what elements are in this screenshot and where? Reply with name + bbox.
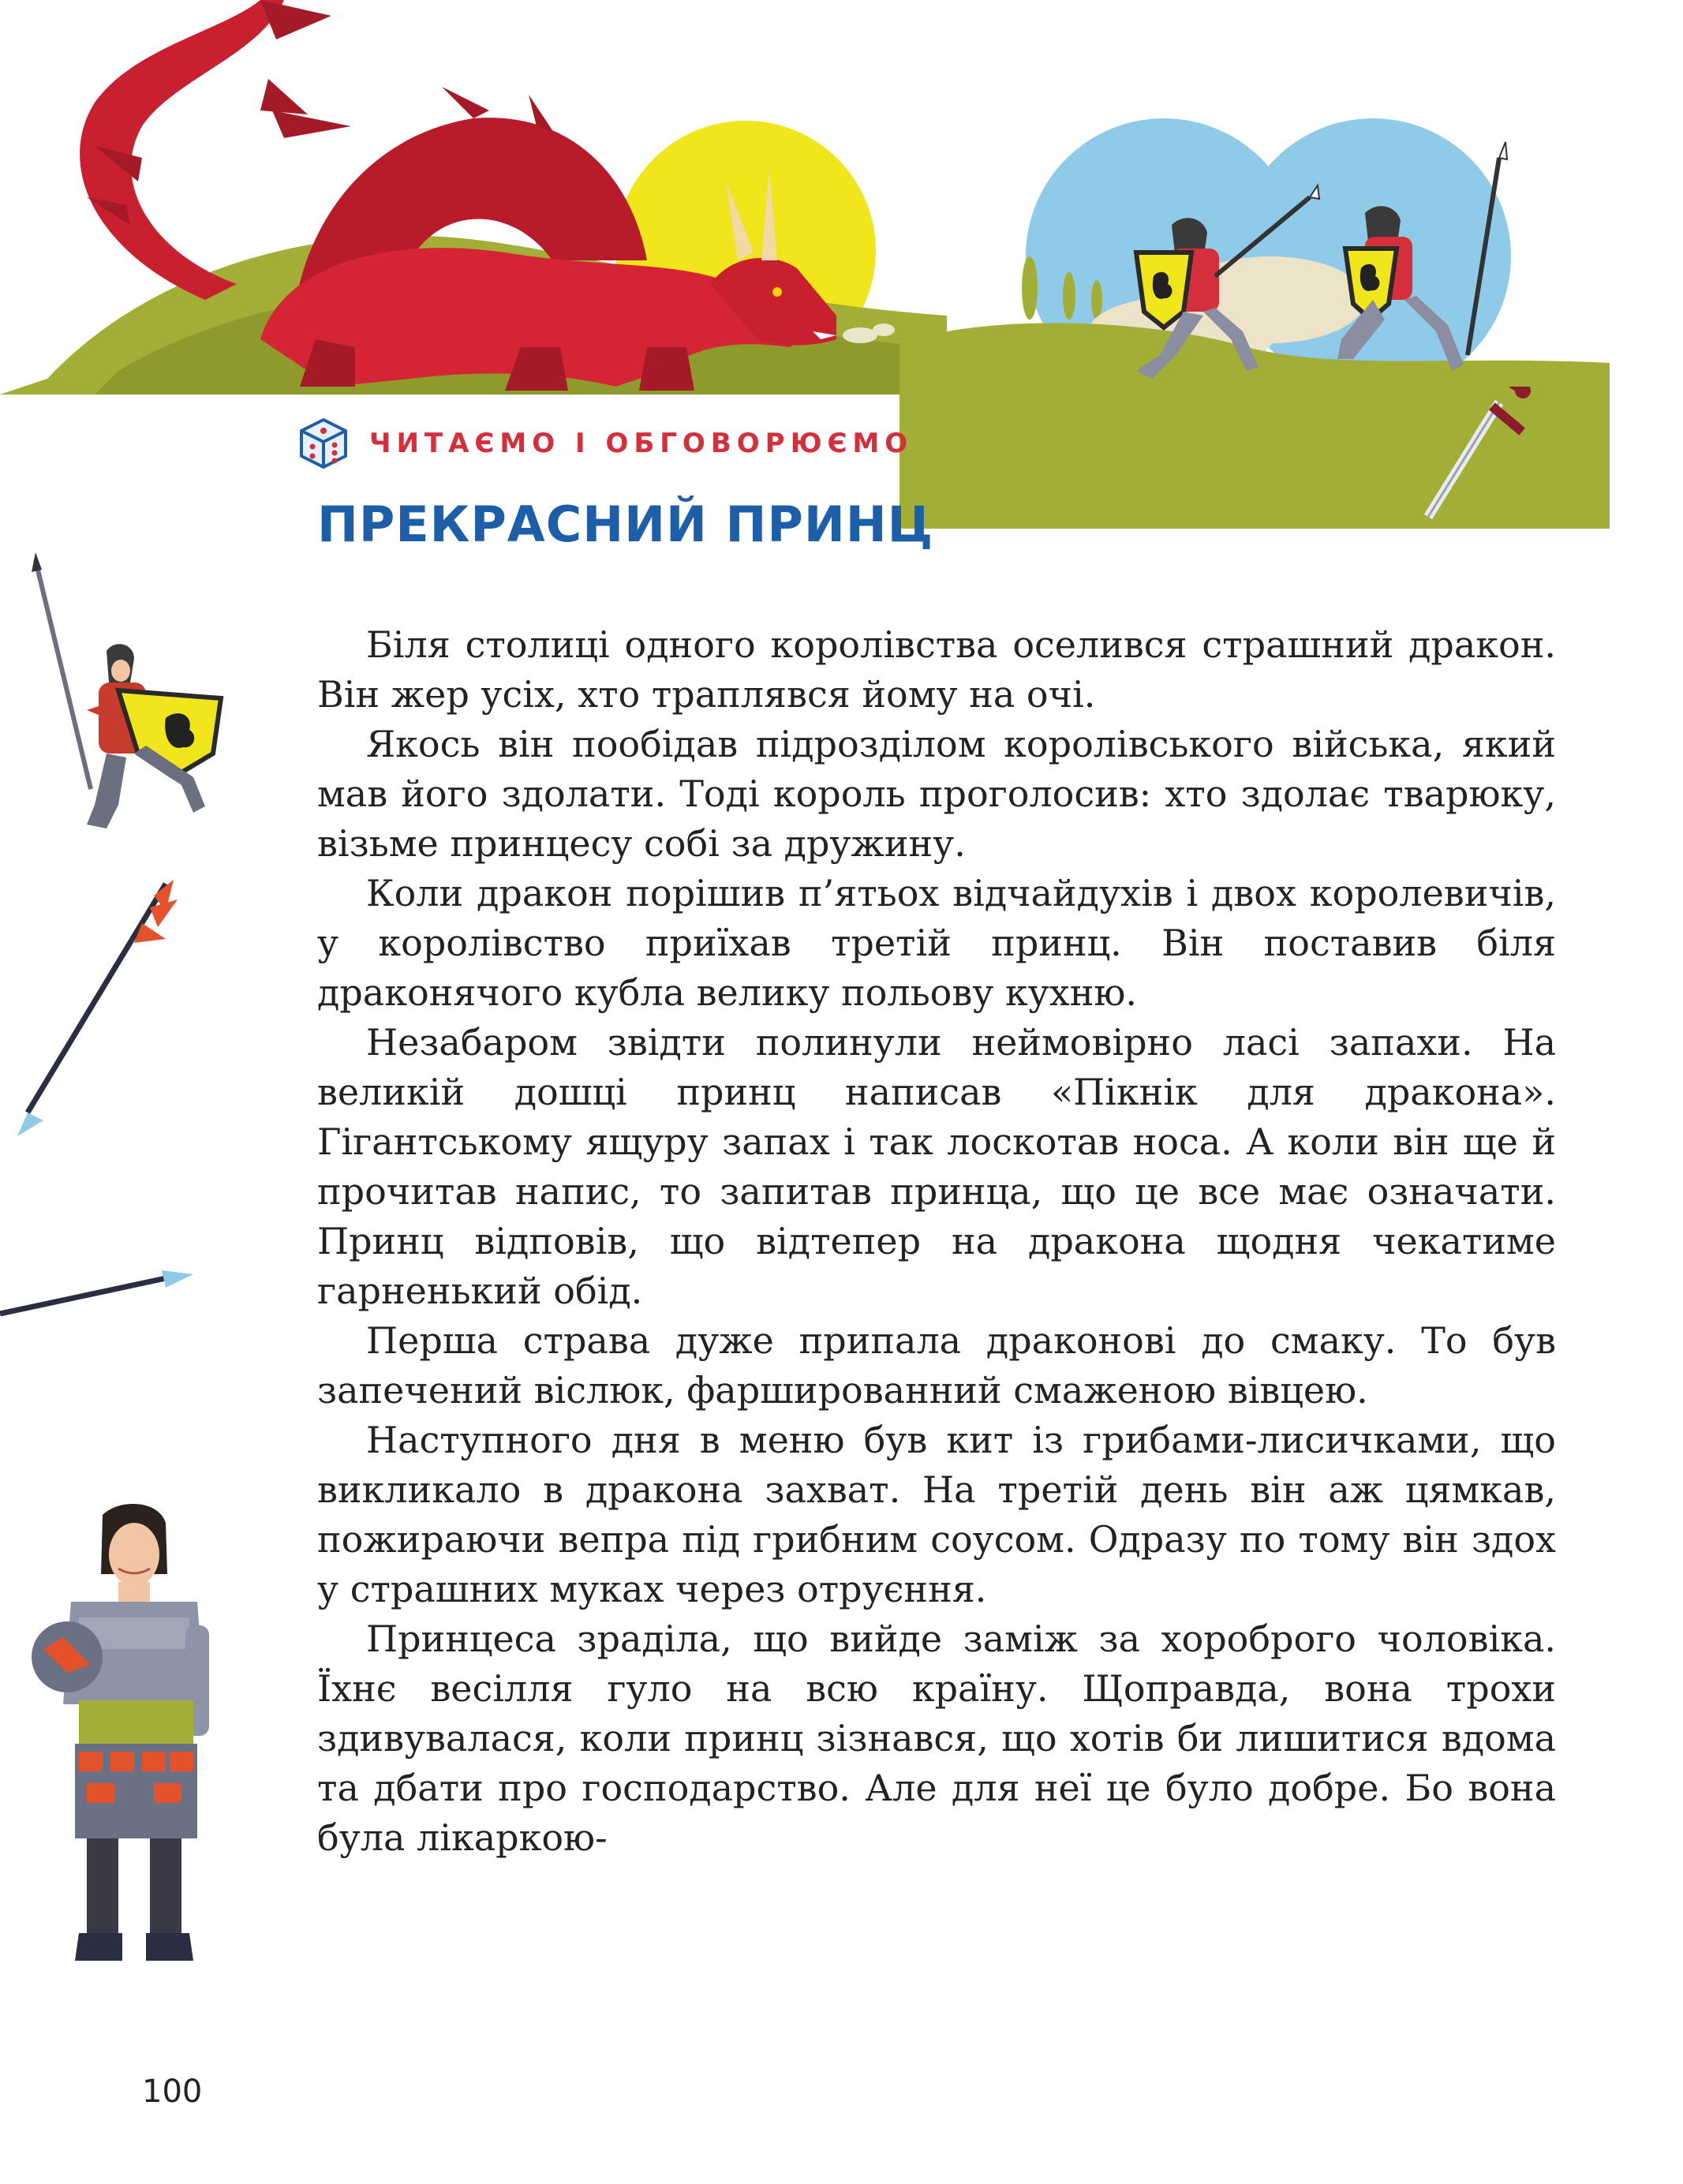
section-header bbox=[298, 417, 913, 470]
paragraph: Наступного дня в меню був кит із грибами-лисичками, що викликало в дракона захват. На третій день він аж цямкав, пожираючи вепра під грибним соусом. Одразу по тому він здох у страшних муках через отруєння. bbox=[317, 1419, 1556, 1610]
paragraph: Якось він пообідав підрозділом королівського війська, який мав його здолати. Тоді король проголосив: хто здолає тварюку, візьме принцесу собі за дружину. bbox=[317, 723, 1556, 865]
arrow-icon bbox=[0, 1255, 205, 1326]
sword-icon bbox=[1412, 387, 1539, 529]
paragraph: Біля столиці одного королівства оселився страшний дракон. Він жер усіх, хто траплявся йому на очі. bbox=[317, 623, 1556, 716]
page-title: ПРЕКРАСНИЙ ПРИНЦ bbox=[317, 496, 934, 553]
arrow-icon bbox=[8, 876, 181, 1136]
section-label: ЧИТАЄМО І ОБГОВОРЮЄМО bbox=[369, 428, 914, 459]
paragraph: Перша страва дуже припала драконові до смаку. То був запечений віслюк, фаршированний смаженою вівцею. bbox=[317, 1319, 1556, 1412]
armored-knight-illustration bbox=[32, 1499, 229, 1965]
dice-icon bbox=[298, 417, 349, 470]
spear-knight-illustration bbox=[16, 552, 245, 836]
page-number: 100 bbox=[142, 2074, 203, 2110]
story-text bbox=[317, 620, 1556, 1863]
paragraph: Коли дракон порішив п’ятьох відчайдухів і двох королевичів, у королівство приїхав третій принц. Він поставив біля драконячого кубла велику польову кухню. bbox=[317, 872, 1556, 1014]
paragraph: Принцеса зраділа, що вийде заміж за хороброго чоловіка. Їхнє весілля гуло на всю країну. Щоправда, вона трохи здивувалася, коли принц зізнався, що хотів би лишитися вдома та дбати про господарство. Але для неї це було добре. Бо вона була лікаркою- bbox=[317, 1617, 1556, 1859]
dragon-illustration bbox=[0, 0, 947, 395]
paragraph: Незабаром звідти полинули неймовірно ласі запахи. На великій дошці принц написав «Пікнік для дракона». Гігантському ящуру запах і так лоскотав носа. А коли він ще й прочитав напис, то запитав принца, що це все має означати. Принц відповів, що відтепер на дракона щодня чекатиме гарненький обід. bbox=[317, 1021, 1556, 1312]
